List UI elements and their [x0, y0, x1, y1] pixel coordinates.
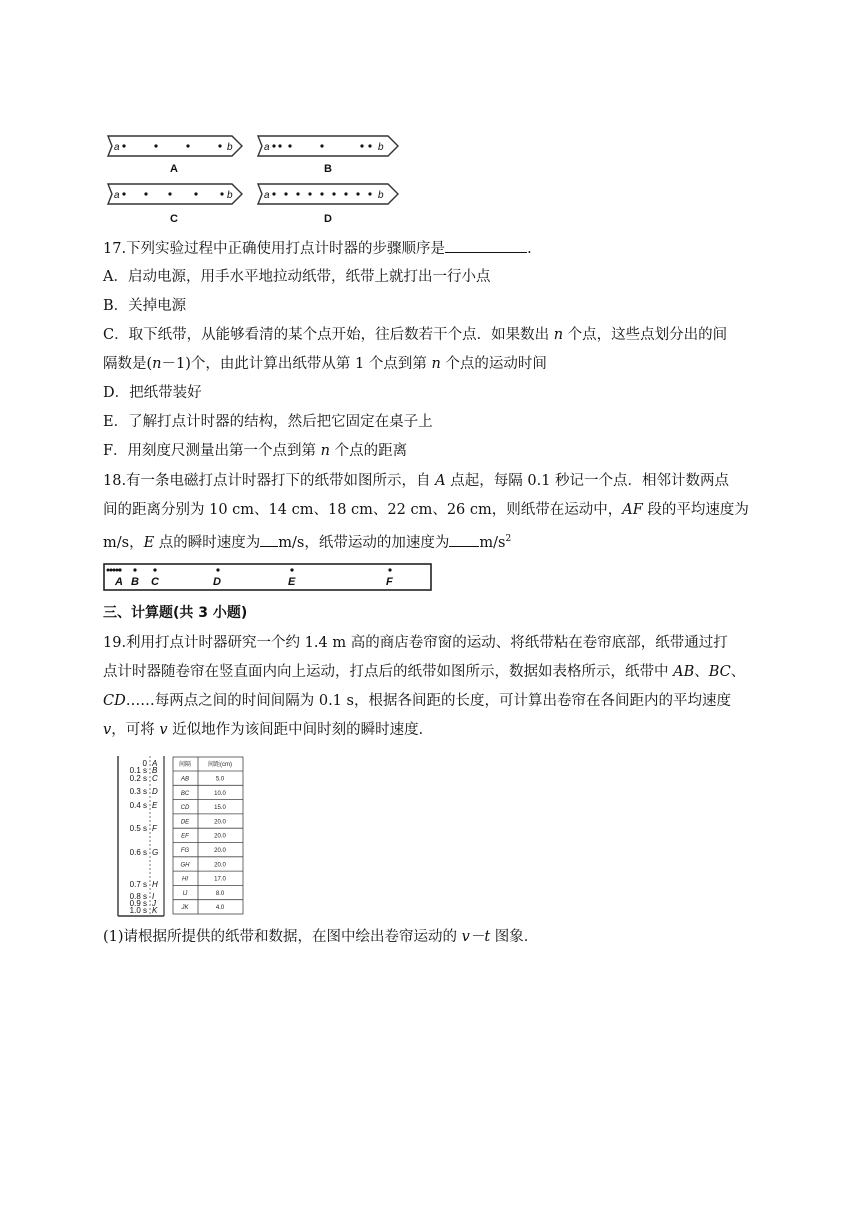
- q19-point-f: F: [152, 824, 157, 833]
- table-header-interval: 间隔: [178, 762, 192, 768]
- table-cell-distance: 17.0: [214, 876, 226, 883]
- table-cell-distance: 20.0: [214, 862, 226, 869]
- q18-tape-figure: [103, 563, 433, 593]
- q17-stem: 17.下列实验过程中正确使用打点计时器的步骤顺序是 .: [103, 238, 532, 259]
- table-cell-interval: JK: [181, 905, 189, 912]
- tape-b-end: b: [378, 142, 384, 153]
- q17-option-c: C．取下纸带，从能够看清的某个点开始，往后数若干个点．如果数出 n 个点，这些点划分出的间: [103, 327, 728, 343]
- tapes-figure: [100, 128, 405, 228]
- q19-line-3: CD……每两点之间的时间间隔为 0.1 s，根据各间距的长度，可计算出卷帘在各间距内的平均速度: [103, 693, 731, 709]
- q19-time-7: 0.7 s: [129, 880, 147, 889]
- q19-time-9: 0.9 s: [129, 899, 147, 908]
- q18-line-2: 间的距离分别为 10 cm、14 cm、18 cm、22 cm、26 cm，则纸带在运动中，AF 段的平均速度为: [103, 502, 749, 518]
- table-cell-interval: GH: [180, 862, 190, 869]
- table-cell-interval: IJ: [182, 890, 188, 897]
- q18-line-1: 18.有一条电磁打点计时器打下的纸带如图所示，自 A 点起，每隔 0.1 秒记一个点．相邻计数两点: [103, 473, 730, 489]
- q19-point-a: A: [152, 759, 158, 768]
- tape-label-c: C: [170, 213, 178, 225]
- q19-line-4: v，可将 v 近似地作为该间距中间时刻的瞬时速度．: [103, 722, 434, 738]
- q17-option-c-cont: 隔数是(n－1)个，由此计算出纸带从第 1 个点到第 n 个点的运动时间: [103, 356, 547, 372]
- q19-time-5: 0.5 s: [129, 824, 147, 833]
- tape-label-d: D: [324, 213, 332, 225]
- table-cell-distance: 4.0: [215, 905, 225, 912]
- tape-label-a: A: [170, 163, 178, 175]
- table-cell-interval: FG: [180, 848, 190, 854]
- q18-line-3: m/s，E 点的瞬时速度为 m/s，纸带运动的加速度为 $m/s^2$: [103, 529, 511, 553]
- table-cell-distance: 5.0: [215, 776, 225, 783]
- q18-tape-label-d: D: [213, 576, 221, 588]
- q18-tape-label-a: A: [115, 576, 123, 588]
- q19-data-table: [172, 756, 244, 916]
- q17-option-f: F．用刻度尺测量出第一个点到第 n 个点的距离: [103, 443, 408, 459]
- table-cell-interval: CD: [180, 805, 190, 812]
- table-cell-interval: EF: [181, 833, 189, 840]
- q19-time-6: 0.6 s: [129, 848, 147, 857]
- section-3-title: 三、计算题(共 3 小题): [103, 605, 248, 621]
- tape-d-end: b: [378, 190, 384, 201]
- q17-option-b: B．关掉电源: [103, 298, 187, 314]
- tape-outline-d: [258, 184, 398, 204]
- q19-line-1: 19.利用打点计时器研究一个约 1.4 m 高的商店卷帘窗的运动、将纸带粘在卷帘底部，纸带通过打: [103, 635, 728, 651]
- q19-point-b: B: [152, 766, 158, 775]
- q19-point-g: G: [152, 848, 159, 857]
- table-cell-distance: 20.0: [214, 833, 226, 840]
- q19-time-4: 0.4 s: [129, 801, 147, 810]
- q18-tape-label-c: C: [151, 576, 159, 588]
- q19-tape-figure: [114, 756, 174, 918]
- table-cell-distance: 20.0: [214, 848, 226, 854]
- q19-subquestion-1: (1)请根据所提供的纸带和数据，在图中绘出卷帘运动的 v－t 图象．: [103, 929, 539, 945]
- table-cell-distance: 20.0: [214, 819, 226, 826]
- tape-outline-a: [108, 136, 242, 156]
- table-cell-interval: BC: [180, 790, 190, 797]
- tape-c-start: a: [114, 190, 120, 201]
- tape-c-end: b: [227, 190, 233, 201]
- q19-point-i: I: [152, 892, 155, 901]
- table-cell-distance: 8.0: [215, 890, 225, 897]
- tape-b-start: a: [264, 142, 270, 153]
- table-cell-distance: 15.0: [214, 805, 226, 812]
- tape-a-start: a: [114, 142, 120, 153]
- q17-answer-blank[interactable]: [445, 238, 527, 253]
- q18-tape-label-e: E: [288, 576, 296, 588]
- q19-point-e: E: [152, 801, 158, 810]
- q19-time-0: 0: [142, 759, 147, 768]
- table-cell-distance: 10.0: [214, 790, 226, 797]
- q19-time-8: 0.8 s: [129, 892, 147, 901]
- q18-tape-label-b: B: [131, 576, 139, 588]
- tape-a-end: b: [227, 142, 233, 153]
- q19-time-2: 0.2 s: [129, 774, 147, 783]
- q19-time-1: 0.1 s: [129, 766, 147, 775]
- table-cell-interval: HI: [182, 876, 188, 883]
- q19-point-d: D: [152, 787, 158, 796]
- table-header-distance: 间距(cm): [208, 762, 232, 768]
- q17-option-d: D．把纸带装好: [103, 385, 202, 401]
- tape-label-b: B: [324, 163, 332, 175]
- tape-d-start: a: [264, 190, 270, 201]
- q19-time-10: 1.0 s: [129, 906, 147, 915]
- q19-point-c: C: [152, 774, 158, 783]
- q18-blank-e-velocity[interactable]: [260, 532, 278, 547]
- q19-point-j: J: [152, 899, 156, 908]
- q18-tape-label-f: F: [386, 576, 393, 588]
- q19-point-h: H: [152, 880, 158, 889]
- q19-line-2: 点计时器随卷帘在竖直面内向上运动，打点后的纸带如图所示，数据如表格所示，纸带中 AB、BC、: [103, 664, 746, 680]
- q19-point-k: K: [152, 906, 158, 915]
- table-cell-interval: DE: [180, 819, 190, 826]
- q17-option-e: E．了解打点计时器的结构，然后把它固定在桌子上: [103, 414, 433, 430]
- q17-option-a: A．启动电源，用手水平地拉动纸带，纸带上就打出一行小点: [103, 269, 491, 285]
- q18-blank-acceleration[interactable]: [449, 532, 479, 547]
- table-cell-interval: AB: [180, 776, 190, 783]
- q19-time-3: 0.3 s: [129, 787, 147, 796]
